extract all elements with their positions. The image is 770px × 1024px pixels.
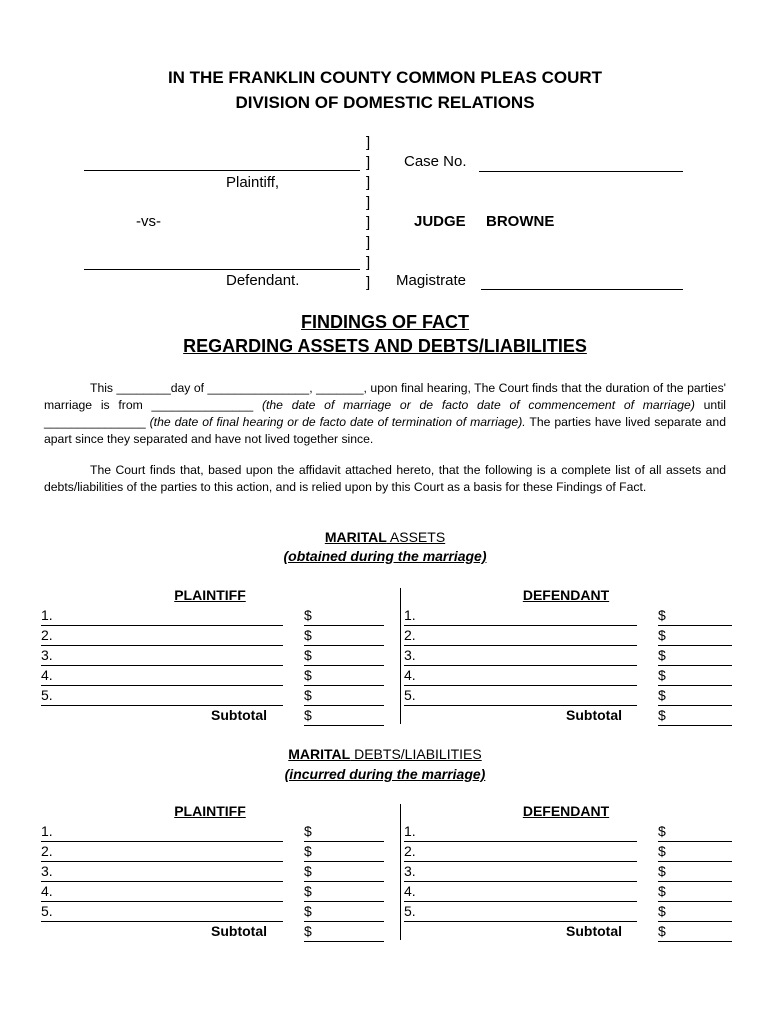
vs-label: -vs- [136, 213, 161, 230]
debts-subtitle: (incurred during the marriage) [284, 766, 486, 782]
asset-row[interactable]: 2. [404, 626, 637, 646]
asset-row[interactable]: 1. [404, 606, 637, 626]
amount-field[interactable]: $ [658, 626, 732, 646]
document-title: FINDINGS OF FACT [301, 312, 469, 332]
debts-plaintiff-amounts [304, 822, 384, 942]
amount-field[interactable]: $ [304, 842, 384, 862]
assets-plaintiff-heading: PLAINTIFF [174, 587, 246, 603]
assets-plaintiff-list [41, 606, 283, 706]
asset-row[interactable]: 4. [404, 666, 637, 686]
amount-field[interactable]: $ [304, 902, 384, 922]
magistrate-field[interactable] [481, 272, 683, 290]
amount-field[interactable]: $ [304, 686, 384, 706]
asset-row[interactable]: 5. [404, 686, 637, 706]
debts-defendant-heading: DEFENDANT [522, 803, 610, 819]
assets-title: MARITAL ASSETS [324, 529, 446, 545]
amount-field[interactable]: $ [304, 646, 384, 666]
debt-row[interactable]: 4. [404, 882, 637, 902]
asset-row[interactable]: 4. [41, 666, 283, 686]
amount-field[interactable]: $ [658, 686, 732, 706]
assets-plaintiff-subtotal-label: Subtotal [211, 707, 267, 723]
caption-brackets: ] ] ] ] ] ] ] ] [366, 134, 371, 291]
assets-plaintiff-amounts [304, 606, 384, 726]
debt-row[interactable]: 1. [404, 822, 637, 842]
assets-defendant-heading: DEFENDANT [522, 587, 610, 603]
amount-field[interactable]: $ [658, 646, 732, 666]
asset-row[interactable]: 5. [41, 686, 283, 706]
subtotal-field[interactable]: $ [304, 922, 384, 942]
amount-field[interactable]: $ [304, 606, 384, 626]
debts-column-divider [400, 804, 401, 940]
plaintiff-name-field[interactable] [84, 153, 360, 171]
amount-field[interactable]: $ [304, 862, 384, 882]
debts-defendant-amounts [658, 822, 732, 942]
finding-paragraph-affidavit: The Court finds that, based upon the affidavit attached hereto, that the following is a complete list of all assets and debts/liabilities of the parties to this action, and is relied upon by this Court as a basis for these Findings of Fact. [44, 463, 726, 494]
asset-row[interactable]: 3. [404, 646, 637, 666]
debt-row[interactable]: 4. [41, 882, 283, 902]
debt-row[interactable]: 3. [404, 862, 637, 882]
assets-defendant-subtotal-label: Subtotal [566, 707, 622, 723]
defendant-label: Defendant. [226, 272, 300, 289]
subtotal-field[interactable]: $ [658, 706, 732, 726]
amount-field[interactable]: $ [658, 666, 732, 686]
debt-row[interactable]: 3. [41, 862, 283, 882]
judge-label: JUDGE [414, 213, 466, 230]
asset-row[interactable]: 1. [41, 606, 283, 626]
court-name: IN THE FRANKLIN COUNTY COMMON PLEAS COURT [167, 68, 603, 87]
debts-plaintiff-heading: PLAINTIFF [174, 803, 246, 819]
asset-row[interactable]: 3. [41, 646, 283, 666]
subtotal-field[interactable]: $ [658, 922, 732, 942]
debt-row[interactable]: 1. [41, 822, 283, 842]
debts-defendant-subtotal-label: Subtotal [566, 923, 622, 939]
amount-field[interactable]: $ [304, 666, 384, 686]
judge-name: BROWNE [486, 213, 555, 230]
debt-row[interactable]: 5. [41, 902, 283, 922]
amount-field[interactable]: $ [658, 902, 732, 922]
subtotal-field[interactable]: $ [304, 706, 384, 726]
debts-title: MARITAL DEBTS/LIABILITIES [288, 746, 482, 762]
finding-paragraph-duration: This ________day of _______________, _______, upon final hearing, The Court finds that the duration of the parties' marriage is from _______________ (the date of marriage or de facto date of commencement of marriage) until _______________ (the date of final hearing or de facto date of termination of marriage). The parties have lived separate and apart since they separated and have not lived together since. [44, 381, 727, 446]
amount-field[interactable]: $ [658, 842, 732, 862]
asset-row[interactable]: 2. [41, 626, 283, 646]
debts-plaintiff-subtotal-label: Subtotal [211, 923, 267, 939]
amount-field[interactable]: $ [304, 822, 384, 842]
amount-field[interactable]: $ [304, 626, 384, 646]
amount-field[interactable]: $ [658, 882, 732, 902]
debt-row[interactable]: 5. [404, 902, 637, 922]
assets-defendant-amounts [658, 606, 732, 726]
amount-field[interactable]: $ [304, 882, 384, 902]
amount-field[interactable]: $ [658, 862, 732, 882]
assets-defendant-list [404, 606, 637, 706]
debts-defendant-list [404, 822, 637, 922]
plaintiff-label: Plaintiff, [226, 174, 280, 191]
amount-field[interactable]: $ [658, 822, 732, 842]
debt-row[interactable]: 2. [41, 842, 283, 862]
assets-subtitle: (obtained during the marriage) [283, 548, 487, 564]
defendant-name-field[interactable] [84, 252, 360, 270]
debt-row[interactable]: 2. [404, 842, 637, 862]
amount-field[interactable]: $ [658, 606, 732, 626]
magistrate-label: Magistrate [396, 272, 467, 289]
assets-column-divider [400, 588, 401, 724]
case-no-field[interactable] [479, 153, 683, 172]
case-no-label: Case No. [404, 153, 467, 170]
document-subtitle: REGARDING ASSETS AND DEBTS/LIABILITIES [183, 336, 587, 356]
court-division: DIVISION OF DOMESTIC RELATIONS [235, 93, 535, 112]
debts-plaintiff-list [41, 822, 283, 922]
